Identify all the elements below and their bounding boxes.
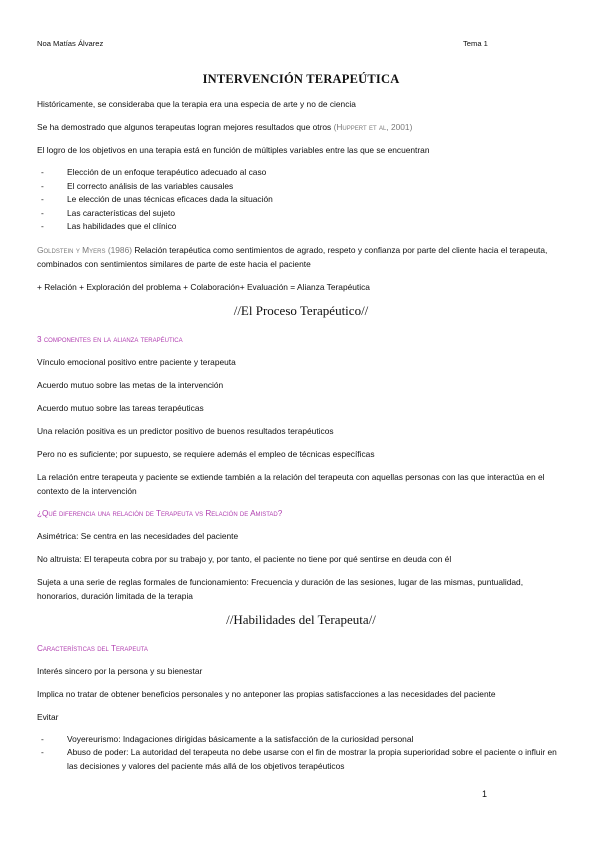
text-line: Acuerdo mutuo sobre las tareas terapéuticas [37,402,204,413]
list-item: - Voyereurismo: Indagaciones dirigidas básicamente a la satisfacción de la curiosidad personal [37,733,565,747]
intro-paragraph-2-text: Se ha demostrado que algunos terapeutas logran mejores resultados que otros [37,122,332,132]
text-line: Sujeta a una serie de reglas formales de funcionamiento: Frecuencia y duración de las sesiones, lugar de las mismas, puntualidad, honorarios, duración limitada de la terapia [37,576,524,601]
citation-huppert: (Huppert et al, 2001) [333,122,413,132]
intro-paragraph-3: El logro de los objetivos en una terapia está en función de múltiples variables entre las que se encuentran [37,145,430,155]
citation-year: (1986) [107,244,133,255]
intro-paragraph-4 [37,243,565,271]
alliance-formula: + Relación + Exploración del problema + Colaboración+ Evaluación = Alianza Terapéutica [37,281,370,292]
subheading-diferencia: ¿Qué diferencia una relación de Terapeuta vs Relación de Amistad? [37,508,283,518]
intro-paragraph-2 [37,120,565,134]
list-item: - El correcto análisis de las variables causales [37,180,565,194]
text-line: Implica no tratar de obtener beneficios personales y no anteponer las propias satisfacciones a las necesidades del paciente [37,688,496,699]
text-line: Vínculo emocional positivo entre paciente y terapeuta [37,356,236,367]
list-item: - Elección de un enfoque terapéutico adecuado al caso [37,166,565,180]
citation-goldstein: Goldstein y Myers [37,244,106,255]
text-line: Una relación positiva es un predictor positivo de buenos resultados terapéuticos [37,425,334,436]
text-line: Asimétrica: Se centra en las necesidades del paciente [37,530,239,541]
text-line: Interés sincero por la persona y su bienestar [37,665,203,676]
document-body [37,72,565,782]
intro-paragraph-1: Históricamente, se consideraba que la terapia era una especia de arte y no de ciencia [37,99,356,109]
page-title: INTERVENCIÓN TERAPEÚTICA [202,72,400,86]
avoid-list [37,733,565,774]
header-author: Noa Matías Álvarez [37,39,104,48]
text-line: Acuerdo mutuo sobre las metas de la intervención [37,379,224,390]
subheading-caracteristicas: Características del Terapeuta [37,643,148,653]
list-item: - Abuso de poder: La autoridad del terapeuta no debe usarse con el fin de mostrar la propia superioridad sobre el paciente o influir en las decisiones y valores del paciente más allá de los objetivos terapéuticos [37,746,565,773]
intro-paragraph-4-text: Relación terapéutica como sentimientos de agrado, respeto y confianza por parte del cliente hacia el terapeuta, combinados con sentimientos similares de parte de este hacia el paciente [37,244,548,269]
text-line: No altruista: El terapeuta cobra por su trabajo y, por tanto, el paciente no tiene por qué sentirse en deuda con él [37,553,452,564]
text-line: La relación entre terapeuta y paciente se extiende también a la relación del terapeuta con aquellas personas con las que interactúa en el contexto de la intervención [37,471,545,496]
header-topic: Tema 1 [463,39,488,48]
list-item: - Las habilidades que el clínico [37,220,565,234]
subheading-componentes: 3 componentes en la alianza terapéutica [37,334,183,344]
list-item: - Las características del sujeto [37,207,565,221]
factors-list [37,166,565,234]
page-number: 1 [482,789,488,799]
list-item: - Le elección de unas técnicas eficaces dada la situación [37,193,565,207]
section-heading-proceso: //El Proceso Terapéutico// [233,302,369,318]
section-heading-habilidades: //Habilidades del Terapeuta// [226,611,376,627]
text-line: Evitar [37,711,59,722]
text-line: Pero no es suficiente; por supuesto, se requiere además el empleo de técnicas específicas [37,448,375,459]
